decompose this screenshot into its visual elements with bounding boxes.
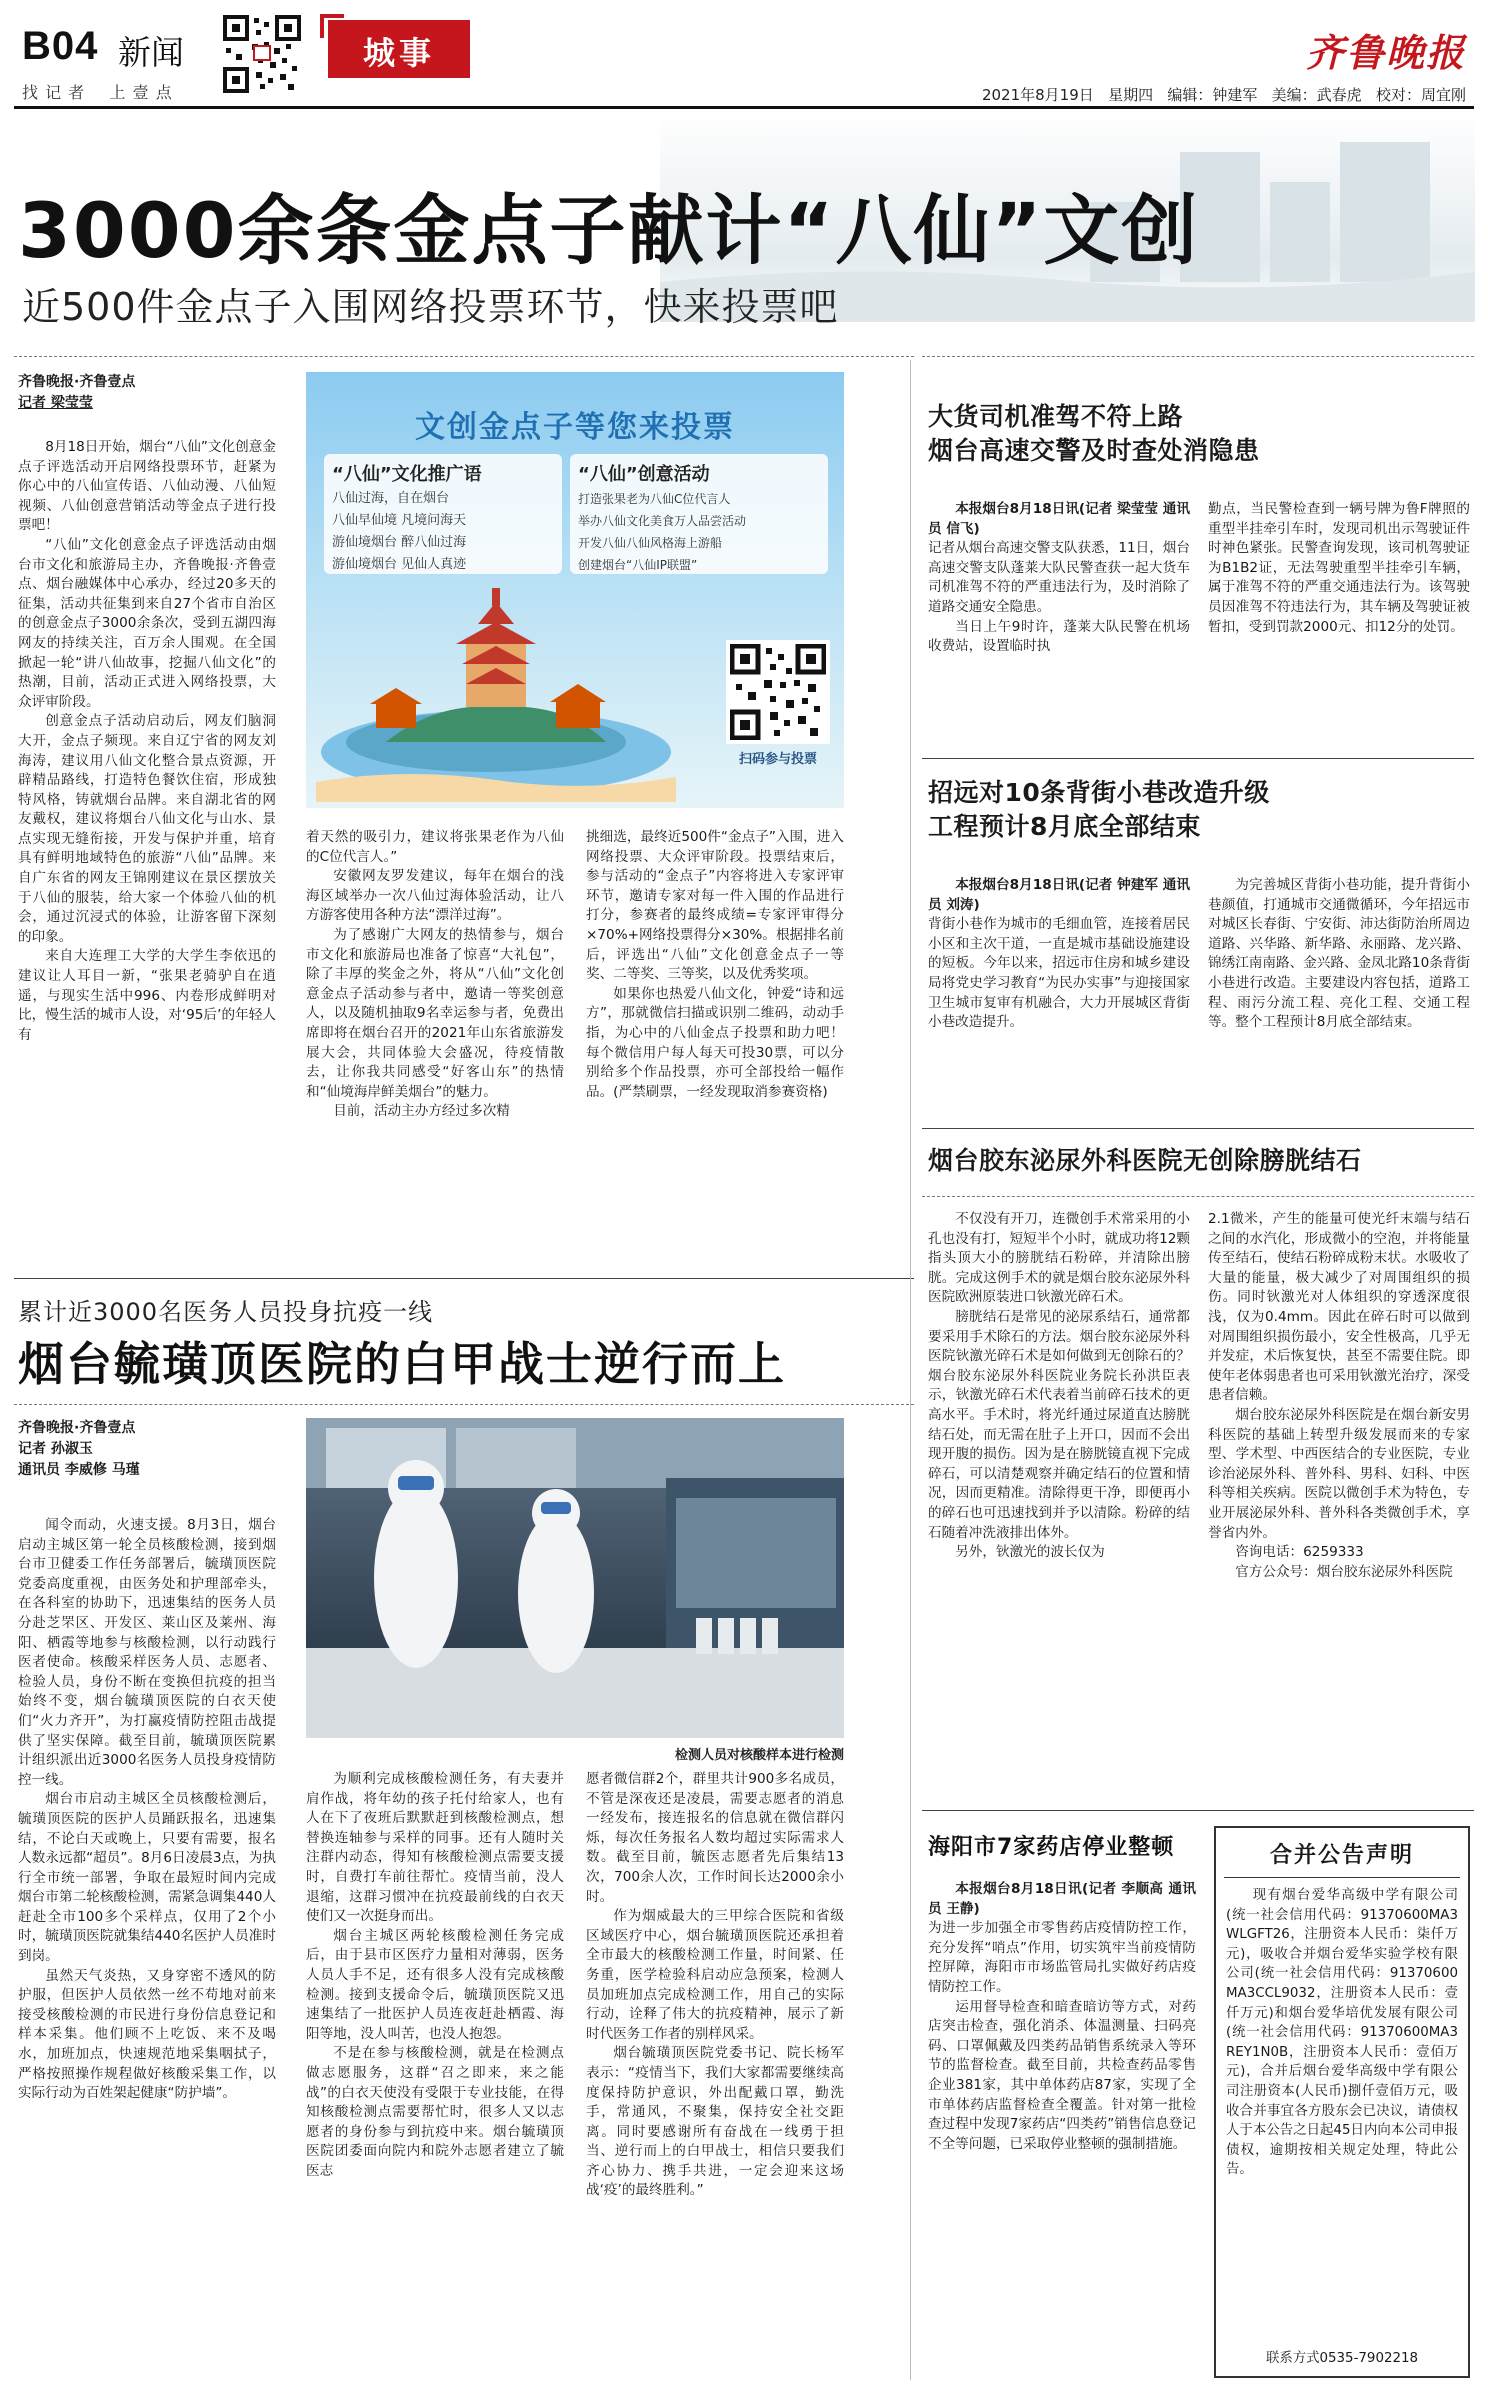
channel-tag	[328, 20, 470, 78]
paragraph: 咨询电话：6259333	[1235, 1544, 1364, 1561]
story4-title-line1: 招远对10条背街小巷改造升级	[928, 778, 1270, 807]
story3-headline	[928, 400, 1468, 468]
story4-title-line2: 工程预计8月底全部结束	[928, 812, 1201, 841]
divider	[922, 1810, 1474, 1811]
paragraph: 烟台毓璜顶医院党委书记、院长杨军表示：“疫情当下，我们大家都需要继续高度保持防护意识，外出配戴口罩，勤洗手，常通风，不聚集，保持安全社交距离。同时要感谢所有奋战在一线勇于担当、逆行而上的白甲战士，相信只要我们齐心协力、携手共进，一定会迎来这场战‘疫’的最终胜利。”	[586, 2045, 844, 2199]
paragraph: 愿者微信群2个，群里共计900多名成员，不管是深夜还是凌晨，需要志愿者的消息一经发布，接连报名的信息就在微信群闪烁，每次任务报名人数均超过实际需求人数。截至目前，毓医志愿者先后集结13次，700余人次，工作时间长达2000余小时。	[586, 1771, 844, 1905]
qr-caption: 扫码参与投票	[738, 752, 817, 767]
story3-byline: 本报烟台8月18日讯(记者 梁莹莹 通讯员 信飞)	[928, 501, 1190, 537]
story6-headline: 海阳市7家药店停业整顿	[928, 1835, 1175, 1860]
story4-headline	[928, 776, 1468, 844]
poster-left-heading: “八仙”文化推广语	[332, 464, 482, 485]
story2-correspondent: 通讯员 李威修 马瑾	[18, 1462, 140, 1478]
paragraph: 不是在参与核酸检测，就是在检测点做志愿服务，这群“召之即来，来之能战”的白衣天使没有受限于专业技能，在得知核酸检测点需要帮忙时，很多人又以志愿者的身份参与到抗疫中来。烟台毓璜顶医院团委面向院内和院外志愿者建立了毓医志	[306, 2045, 564, 2179]
paragraph: 2.1微米，产生的能量可使光纤末端与结石之间的水汽化，形成微小的空泡，并将能量传至结石，使结石粉碎成粉末状。水吸收了大量的能量，极大减少了对周围组织的损伤。同时钬激光对人体组织的穿透深度很浅，仅为0.4mm。因此在碎石时可以做到对周围组织损伤最小，安全性极高，几乎无并发症，术后恢复快，甚至不需要住院。即使年老体弱患者也可采用钬激光治疗，深受患者信赖。	[1208, 1211, 1470, 1404]
paragraph: 为进一步加强全市零售药店疫情防控工作，充分发挥“哨点”作用，切实筑牢当前疫情防控屏障，海阳市市场监管局扎实做好药店疫情防控工作。	[928, 1920, 1196, 1995]
poster-left-line: 游仙境烟台 见仙人真迹	[332, 557, 467, 572]
paragraph: 背街小巷作为城市的毛细血管，连接着居民小区和主次干道，一直是城市基础设施建设的短板。今年以来，招远市住房和城乡建设局将党史学习教育“为民办实事”与迎接国家卫生城市复审有机融合，大力开展城区背街小巷改造提升。	[928, 916, 1190, 1031]
paragraph: 为顺利完成核酸检测任务，有夫妻并肩作战，将年幼的孩子托付给家人，也有人在下了夜班后默默赶到核酸检测点，想替换连轴参与采样的同事。还有人随时关注群内动态，得知有核酸检测点需要支援时，自费打车前往帮忙。疫情当前，没人退缩，这群习惯冲在抗疫最前线的白衣天使们又一次挺身而出。	[306, 1771, 564, 1925]
story1-column-1	[18, 438, 276, 1242]
divider	[922, 1196, 1474, 1198]
story5-left	[928, 1210, 1190, 1802]
main-headline: 3000余条金点子献计“八仙”文创	[18, 186, 1200, 275]
section-name: 新闻	[118, 33, 184, 72]
paragraph: 创意金点子活动启动后，网友们脑洞大开，金点子频现。来自辽宁省的网友刘海涛，建议用八仙文化整合景点资源，开辟精品路线，打造特色餐饮住宿，形成独特风格，铸就烟台品牌。来自湖北省的网友戴权，建议将烟台八仙文化与山水、景点实现无缝衔接，开发与保护并重，培育具有鲜明地域特色的旅游“八仙”品牌。来自广东省的网友王锦刚建议在景区摆放关于八仙的服装，给大家一个体验八仙的机会，通过沉浸式的体验，让游客留下深刻的印象。	[18, 713, 276, 945]
story1-source: 齐鲁晚报·齐鲁壹点	[18, 374, 136, 390]
poster-right-line: 创建烟台“八仙IP联盟”	[578, 558, 698, 572]
paragraph: 当日上午9时许，蓬莱大队民警在机场收费站，设置临时执	[928, 618, 1190, 655]
vote-qr-code[interactable]	[726, 640, 830, 744]
paragraph: 着天然的吸引力，建议将张果老作为八仙的C位代言人。”	[306, 829, 564, 865]
poster-left-line: 八仙过海，自在烟台	[332, 491, 450, 506]
story2-column-3	[586, 1770, 844, 2382]
paragraph: 虽然天气炎热，又身穿密不透风的防护服，但医护人员依然一丝不苟地对前来接受核酸检测的市民进行身份信息登记和样本采集。他们顾不上吃饭、来不及喝水，加班加点，快速规范地采集咽拭子，严格按照操作规程做好核酸采集工作，以实际行动为百姓架起健康“防护墙”。	[18, 1967, 276, 2102]
masthead-qr-icon	[222, 14, 302, 94]
story6-body	[928, 1880, 1196, 2380]
poster-right-line: 开发八仙八仙风格海上游船	[578, 536, 723, 550]
story1-column-2	[306, 828, 564, 1242]
column-divider	[910, 360, 911, 2380]
brand-logo: 齐鲁晚报	[1305, 30, 1466, 75]
lab-photo	[306, 1418, 844, 1738]
date-line: 2021年8月19日 星期四 编辑：钟建军 美编：武春虎 校对：周宜刚	[981, 86, 1466, 104]
story6-byline: 本报烟台8月18日讯(记者 李顺高 通讯员 王静)	[928, 1881, 1196, 1917]
divider	[14, 356, 914, 358]
paragraph: 烟台主城区两轮核酸检测任务完成后，由于县市区医疗力量相对薄弱，医务人员人手不足，还有很多人没有完成核酸检测。接到支援命令后，毓璜顶医院又迅速集结了一批医护人员连夜赶赴栖霞、海阳等地，没人叫苦，也没人抱怨。	[306, 1927, 564, 2042]
notice-body: 现有烟台爱华高级中学有限公司(统一社会信用代码：91370600MA3WLGFT26，注册资本人民币：柒仟万元)，吸收合并烟台爱华实验学校有限公司(统一社会信用代码：91370600MA3CCL9032，注册资本人民币：壹仟万元)和烟台爱华培优发展有限公司(统一社会信用代码：91370600MA3REY1N0B，注册资本人民币：壹佰万元)，合并后烟台爱华高级中学有限公司注册资本(人民币)捌仟壹佰万元，吸收合并事宜各方股东会已决议，请债权人于本公告之日起45日内向本公司申报债权，逾期按相关规定处理，特此公告。	[1226, 1888, 1458, 2178]
story3-left	[928, 500, 1190, 744]
story2-kicker: 累计近3000名医务人员投身抗疫一线	[18, 1298, 434, 1326]
story4-left	[928, 876, 1190, 1114]
paragraph: 膀胱结石是常见的泌尿系结石，通常都要采用手术除石的方法。烟台胶东泌尿外科医院钬激光碎石术是如何做到无创除石的？烟台胶东泌尿外科医院业务院长孙洪臣表示，钬激光碎石术代表着当前碎石技术的更高水平。手术时，将光纤通过尿道直达膀胱结石处，而无需在肚子上开口，因而不会出现开腹的损伤。因为是在膀胱镜直视下完成碎石，可以清楚观察并确定结石的位置和情况，因而更精准。清除得更干净，即便再小的碎石也可迅速找到并予以清除。粉碎的结石随着冲洗液排出体外。	[928, 1308, 1190, 1541]
page-number: B04	[22, 24, 99, 68]
divider	[14, 1404, 914, 1406]
story5-right	[1208, 1210, 1470, 1802]
divider	[922, 356, 1474, 358]
poster-left-line: 游仙境烟台 醉八仙过海	[332, 535, 467, 550]
story3-title-line1: 大货司机准驾不符上路	[928, 402, 1184, 431]
paragraph: 烟台胶东泌尿外科医院是在烟台新安男科医院的基础上转型升级发展而来的专家型、学术型、中西医结合的专业医院，专业诊治泌尿外科、普外科、男科、妇科、中医科等相关疾病。医院以微创手术为特色，专业开展泌尿外科、普外科各类微创手术，享誉省内外。	[1208, 1406, 1470, 1541]
merger-notice	[1214, 1826, 1470, 2378]
paragraph: 不仅没有开刀，连微创手术常采用的小孔也没有打，短短半个小时，就成功将12颗指头顶大小的膀胱结石粉碎，并清除出膀胱。完成这例手术的就是烟台胶东泌尿外科医院欧洲原装进口钬激光碎石术。	[928, 1211, 1190, 1306]
paragraph: 运用督导检查和暗查暗访等方式，对药店突击检查，强化消杀、体温测量、扫码亮码、口罩佩戴及四类药品销售系统录入等环节的监督检查。截至目前，共检查药品零售企业381家，其中单体药店87家，实现了全市单体药店监督检查全覆盖。针对第一批检查过程中发现7家药店“四类药”销售信息登记不全等问题，已采取停业整顿的强制措施。	[928, 1998, 1196, 2152]
story2-headline: 烟台毓璜顶医院的白甲战士逆行而上	[18, 1337, 786, 1391]
divider	[922, 758, 1474, 759]
masthead-rule	[14, 106, 1474, 109]
paragraph: 为了感谢广大网友的热情参与，烟台市文化和旅游局也准备了惊喜“大礼包”，除了丰厚的奖金之外，将从“八仙”文化创意金点子活动参与者中，邀请一等奖创意人，以及随机抽取9名幸运参与者，免费出席即将在烟台召开的2021年山东省旅游发展大会，共同体验大会盛况，待疫情散去，让你我共同感受“好客山东”的热情和“仙境海岸鲜美烟台”的魅力。	[306, 926, 564, 1100]
main-subheadline: 近500件金点子入围网络投票环节，快来投票吧	[22, 285, 839, 329]
story1-reporter: 记者 梁莹莹	[18, 395, 93, 411]
channel-tag-label: 城事	[362, 34, 435, 72]
paragraph: 勤点，当民警检查到一辆号牌为鲁F牌照的重型半挂牵引车时，发现司机出示驾驶证件时神色紧张。民警查询发现，该司机驾驶证为B1B2证，无法驾驶重型半挂牵引车辆，属于准驾不符的严重交通违法行为。该驾驶员因准驾不符违法行为，其车辆及驾驶证被暂扣，受到罚款2000元、扣12分的处罚。	[1208, 501, 1470, 635]
story3-right	[1208, 500, 1470, 744]
paragraph: 如果你也热爱八仙文化，钟爱“诗和远方”，那就微信扫描或识别二维码，动动手指，为心中的八仙金点子投票和助力吧！每个微信用户每人每天可投30票，可以分别给多个作品投票，亦可全部投给一幅作品。(严禁刷票，一经发现取消参赛资格)	[586, 985, 844, 1100]
masthead-slogan: 找 记 者 上 壹 点	[22, 83, 173, 102]
paragraph: “八仙”文化创意金点子评选活动由烟台市文化和旅游局主办，齐鲁晚报·齐鲁壹点、烟台融媒体中心承办，经过20多天的征集，活动共征集到来自27个省市自治区的创意金点子3000余条次，受到五湖四海网友的持续关注，百万余人围观。在全国掀起一轮“讲八仙故事，挖掘八仙文化”的热潮，目前，活动正式进入网络投票，大众评审阶段。	[18, 536, 276, 710]
paragraph: 来自大连理工大学的大学生李依迅的建议让人耳目一新，“张果老骑驴自在逍遥，与现实生活中996、内卷形成鲜明对比，慢生活的城市人设，对‘95后’的年轻人有	[18, 948, 276, 1043]
story3-title-line2: 烟台高速交警及时查处消隐患	[928, 436, 1260, 465]
poster-right-line: 打造张果老为八仙C位代言人	[578, 492, 731, 506]
paragraph: 闻令而动，火速支援。8月3日，烟台启动主城区第一轮全员核酸检测，接到烟台市卫健委工作任务部署后，毓璜顶医院党委高度重视，由医务处和护理部牵头，在各科室的协助下，迅速集结的医务人员分赴芝罘区、开发区、莱山区及莱州、海阳、栖霞等地参与核酸检测，以行动践行医者使命。核酸采样医务人员、志愿者、检验人员，身份不断在变换但抗疫的担当始终不变，烟台毓璜顶医院的白衣天使们“火力齐开”，为打赢疫情防控阻击战提供了坚实保障。截至目前，毓璜顶医院累计组织派出近3000名医务人员投身疫情防控一线。	[18, 1517, 276, 1788]
story2-reporter: 记者 孙淑玉	[18, 1441, 93, 1457]
poster-right-heading: “八仙”创意活动	[578, 464, 710, 485]
paragraph: 烟台市启动主城区全员核酸检测后，毓璜顶医院的医护人员踊跃报名，迅速集结，不论白天或晚上，只要有需要，报名人数永远都“超员”。8月6日凌晨3点，为执行全市统一部署，争取在最短时间内完成烟台市第二轮核酸检测，需紧急调集440人赶赴全市100多个采样点，仅用了2个小时，毓璜顶医院就集结440名医护人员准时到岗。	[18, 1791, 276, 1965]
poster-left-card	[324, 454, 562, 574]
paragraph: 为完善城区背街小巷功能，提升背街小巷颜值，打通城市交通微循环，今年招远市对城区长春街、宁安街、沛达街防治所周边道路、兴华路、新华路、永丽路、龙兴路、锦绣江南南路、金兴路、金凤北路10条背街小巷进行改造。主要建设内容包括，道路工程、雨污分流工程、亮化工程、交通工程等。整个工程预计8月底全部结束。	[1208, 877, 1470, 1031]
paragraph: 作为烟威最大的三甲综合医院和省级区域医疗中心，烟台毓璜顶医院还承担着全市最大的核酸检测工作量，时间紧、任务重，医学检验科启动应急预案，检测人员加班加点完成检测工作，用自己的实际行动，诠释了伟大的抗疫精神，展示了新时代医务工作者的别样风采。	[586, 1908, 844, 2042]
story2-source: 齐鲁晚报·齐鲁壹点	[18, 1420, 136, 1436]
paragraph: 官方公众号：烟台胶东泌尿外科医院	[1235, 1563, 1453, 1580]
masthead	[0, 0, 1488, 110]
paragraph: 另外，钬激光的波长仅为	[955, 1544, 1105, 1561]
story5-headline: 烟台胶东泌尿外科医院无创除膀胱结石	[928, 1146, 1362, 1175]
photo-caption: 检测人员对核酸样本进行检测	[674, 1748, 844, 1763]
story4-byline: 本报烟台8月18日讯(记者 钟建军 通讯员 刘涛)	[928, 877, 1190, 913]
notice-title: 合并公告声明	[1224, 1828, 1460, 1878]
pagoda-illustration	[316, 582, 676, 802]
poster-title: 文创金点子等您来投票	[415, 410, 735, 445]
poster-right-line: 举办八仙文化美食万人品尝活动	[578, 514, 747, 528]
story2-column-1	[18, 1516, 276, 2382]
divider	[14, 1278, 914, 1279]
story1-byline	[18, 372, 198, 414]
story2-column-2	[306, 1770, 564, 2382]
paragraph: 记者从烟台高速交警支队获悉，11日，烟台高速交警支队蓬莱大队民警查获一起大货车司机准驾不符的严重违法行为，及时消除了道路交通安全隐患。	[928, 540, 1190, 615]
paragraph: 目前，活动主办方经过多次精	[333, 1103, 510, 1120]
story4-right	[1208, 876, 1470, 1114]
poster-right-card	[570, 454, 828, 574]
notice-contact: 联系方式0535-7902218	[1265, 2351, 1419, 2366]
poster-left-line: 八仙早仙境 凡境问海天	[332, 513, 467, 528]
story2-byline	[18, 1418, 278, 1481]
paragraph: 8月18日开始，烟台“八仙”文化创意金点子评选活动开启网络投票环节，赶紧为你心中的八仙宣传语、八仙动漫、八仙短视频、八仙创意营销活动等金点子进行投票吧！	[18, 439, 276, 534]
story1-column-3	[586, 828, 844, 1242]
vote-poster	[306, 372, 844, 808]
paragraph: 安徽网友罗发建议，每年在烟台的浅海区域举办一次八仙过海体验活动，让八方游客使用各种方法“漂洋过海”。	[306, 868, 564, 924]
paragraph: 挑细选，最终近500件“金点子”入围，进入网络投票、大众评审阶段。投票结束后，参与活动的“金点子”内容将进入专家评审环节，邀请专家对每一件入围的作品进行打分，参赛者的最终成绩=专家评审得分×70%+网络投票得分×30%。根据排名前后，评选出“八仙”文化创意金点子一等奖、二等奖、三等奖，以及优秀奖项。	[586, 829, 844, 983]
divider	[922, 1128, 1474, 1129]
